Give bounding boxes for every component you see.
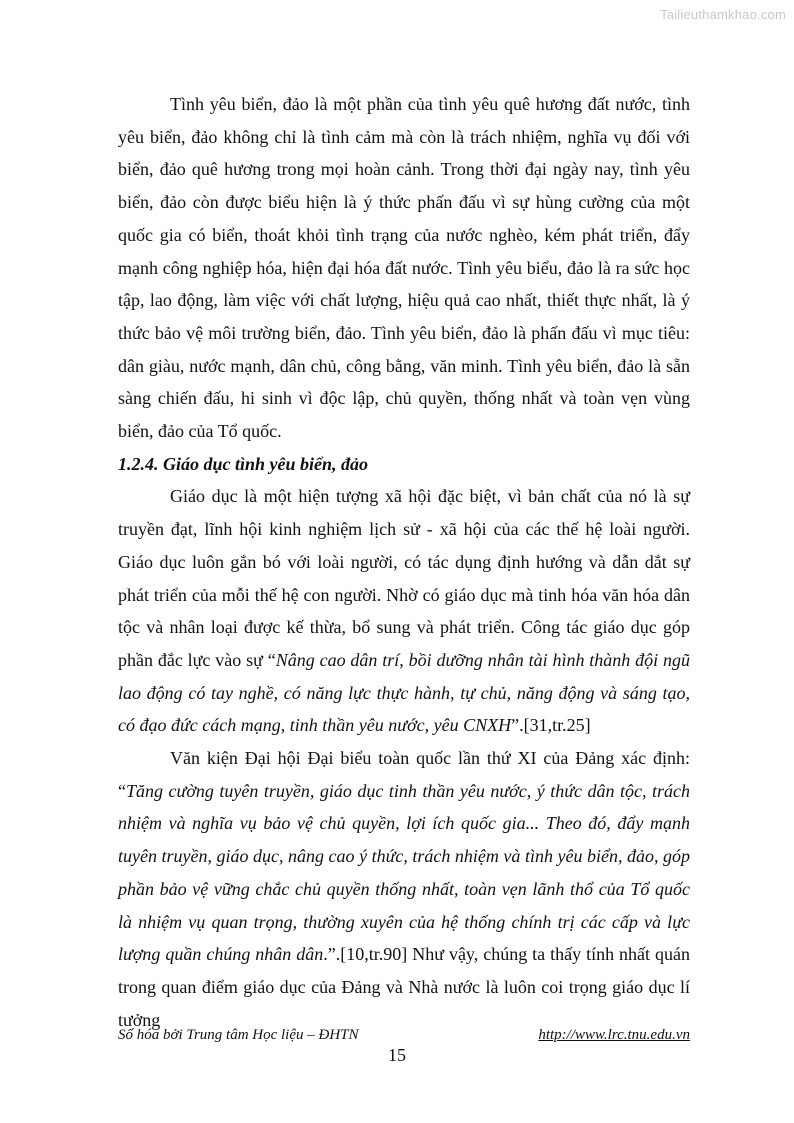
page-number: 15 bbox=[388, 1045, 406, 1065]
footer-digitized-by: Số hóa bởi Trung tâm Học liệu – ĐHTN bbox=[118, 1027, 359, 1043]
watermark-text: Tailieuthamkhao.com bbox=[660, 7, 786, 22]
paragraph-love-of-sea: Tình yêu biển, đảo là một phần của tình yêu quê hương đất nước, tình yêu biển, đảo không chỉ là tình cảm mà còn là trách nhiệm, nghĩa vụ đối với biển, đảo quê hương trong mọi hoàn cảnh. Trong thời đại ngày nay, tình yêu biển, đảo còn được biểu hiện là ý thức phấn đấu vì sự hùng cường của một quốc gia có biển, thoát khỏi tình trạng của nước nghèo, kém phát triển, đẩy mạnh công nghiệp hóa, hiện đại hóa đất nước. Tình yêu biểu, đảo là ra sức học tập, lao động, làm việc với chất lượng, hiệu quả cao nhất, thiết thực nhất, là ý thức bảo vệ môi trường biển, đảo. Tình yêu biển, đảo là phấn đấu vì mục tiêu: dân giàu, nước mạnh, dân chủ, công bằng, văn minh. Tình yêu biển, đảo là sẵn sàng chiến đấu, hi sinh vì độc lập, chủ quyền, thống nhất và toàn vẹn vùng biển, đảo của Tổ quốc. bbox=[118, 94, 690, 442]
paragraph-education-text: Giáo dục là một hiện tượng xã hội đặc biệt, vì bản chất của nó là sự truyền đạt, lĩnh hội kinh nghiệm lịch sử - xã hội của các thế hệ loài người. Giáo dục luôn gắn bó với loài người, có tác dụng định hướng và dẫn dắt sự phát triển của mỗi thế hệ con người. Nhờ có giáo dục mà tinh hóa văn hóa dân tộc và nhân loại được kế thừa, bổ sung và phát triển. Công tác giáo dục góp phần đắc lực vào sự “ bbox=[118, 486, 690, 670]
page-footer bbox=[118, 1027, 690, 1044]
paragraph-congress-continuation: .”.[10,tr.90] Như vậy, chúng ta thấy tính nhất quán trong quan điểm giáo dục của Đảng và Nhà nước là luôn coi trọng giáo dục lí tưởng bbox=[118, 944, 690, 1030]
paragraph-congress-quote: Tăng cường tuyên truyền, giáo dục tinh thần yêu nước, ý thức dân tộc, trách nhiệm và nghĩa vụ bảo vệ chủ quyền, lợi ích quốc gia... Theo đó, đẩy mạnh tuyên truyền, giáo dục, nâng cao ý thức, trách nhiệm và tình yêu biển, đảo, góp phần bảo vệ vững chắc chủ quyền thống nhất, toàn vẹn lãnh thổ của Tổ quốc là nhiệm vụ quan trọng, thường xuyên của hệ thống chính trị các cấp và lực lượng quần chúng nhân dân bbox=[118, 780, 690, 965]
paragraph-congress-document bbox=[118, 742, 690, 1036]
paragraph-education-quote: Nâng cao dân trí, bồi dưỡng nhân tài hình thành đội ngũ lao động có tay nghề, có năng lực thực hành, tự chủ, năng động và sáng tạo, có đạo đức cách mạng, tinh thần yêu nước, yêu CNXH bbox=[118, 649, 691, 736]
page-body bbox=[118, 88, 690, 1036]
footer-url-link[interactable]: http://www.lrc.tnu.edu.vn bbox=[538, 1027, 690, 1043]
section-heading: 1.2.4. Giáo dục tình yêu biển, đảo bbox=[118, 453, 369, 474]
paragraph-education-citation: ”.[31,tr.25] bbox=[511, 715, 591, 736]
paragraph-education bbox=[118, 480, 690, 742]
paragraph-congress-text: Văn kiện Đại hội Đại biểu toàn quốc lần thứ XI của Đảng xác định: “ bbox=[118, 748, 690, 801]
